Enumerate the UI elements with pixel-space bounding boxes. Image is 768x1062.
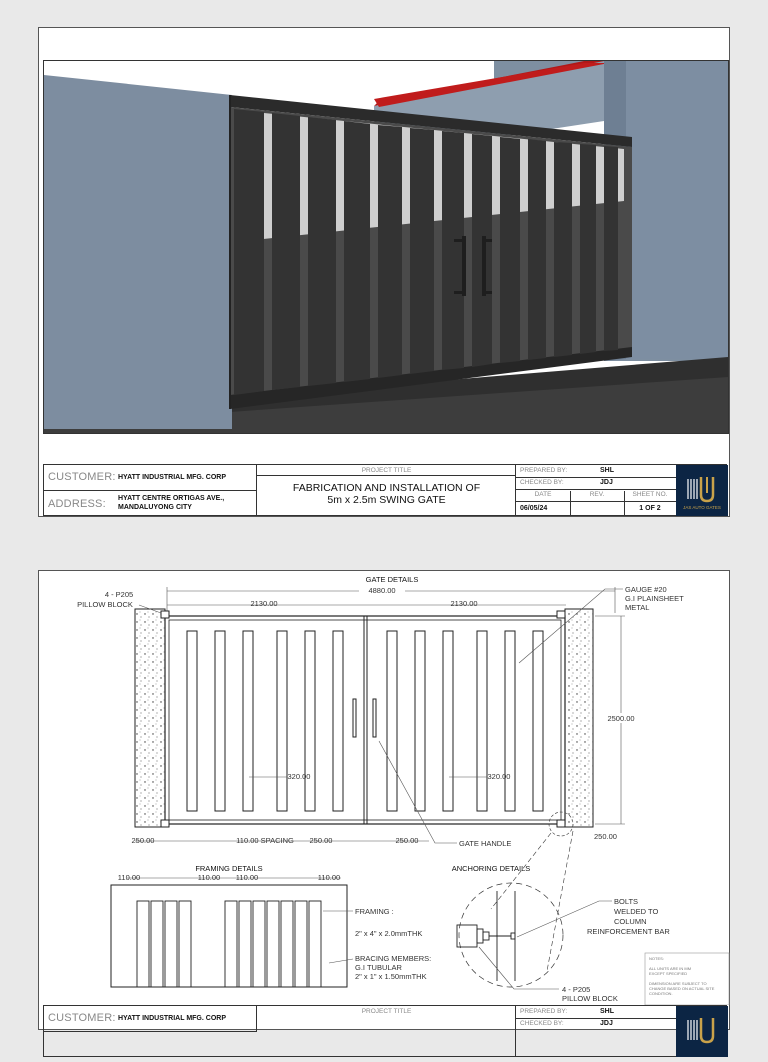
notes-title: NOTES:: [649, 956, 664, 961]
customer-label-2: CUSTOMER:: [48, 1012, 116, 1024]
bracing-line-1: BRACING MEMBERS:: [355, 954, 432, 963]
technical-drawing: [39, 571, 731, 1005]
date-value: 06/05/24: [520, 505, 548, 512]
customer-value-2: HYATT INDUSTRIAL MFG. CORP: [118, 1015, 226, 1022]
pillow-block-label-2: PILLOW BLOCK: [562, 994, 618, 1003]
spacing-320-left: 320.00: [287, 772, 311, 781]
sheet-no-value: 1 OF 2: [639, 505, 661, 512]
address-line-2: MANDALUYONG CITY: [118, 504, 192, 511]
sheet-no-label: SHEET NO.: [632, 491, 668, 498]
pillow-block-label: PILLOW BLOCK: [77, 600, 133, 609]
bracing-line-2: G.I TUBULAR: [355, 963, 402, 972]
approval-cell-2: [516, 1006, 676, 1057]
project-title-label: PROJECT TITLE: [257, 467, 516, 476]
bolts-line-1: BOLTS: [614, 897, 639, 906]
prepared-by-label: PREPARED BY:: [520, 467, 568, 474]
notes-line-2: EXCEPT SPECIFIED: [649, 971, 688, 976]
address-line-1: HYATT CENTRE ORTIGAS AVE.,: [118, 495, 225, 502]
address-cell: [44, 491, 257, 516]
framing-label: FRAMING :: [355, 907, 394, 916]
customer-cell: [44, 465, 257, 491]
gauge-line-3: METAL: [625, 603, 650, 612]
spacing-110-label: 110.00 SPACING: [236, 836, 294, 845]
notes-line-3: DIMENSION ARE SUBJECT TO: [649, 981, 707, 986]
title-block: [43, 464, 727, 516]
project-title-cell-2: [257, 1006, 516, 1057]
dim-110-b: 110.00: [197, 873, 221, 882]
company-logo-2: [676, 1006, 728, 1057]
approval-cell: [516, 465, 676, 516]
logo-mark-icon: [676, 1006, 728, 1057]
pillow-block-qty-2: 4 - P205: [562, 985, 591, 994]
dim-250-center: 250.00: [395, 836, 419, 845]
dim-250-mid: 250.00: [309, 836, 333, 845]
gate-details-title: GATE DETAILS: [365, 575, 419, 584]
prepared-by-value: SHL: [600, 467, 614, 474]
prepared-by-label-2: PREPARED BY:: [520, 1008, 568, 1015]
bracing-line-3: 2" x 1" x 1.50mmTHK: [355, 972, 427, 981]
spacing-320-right: 320.00: [487, 772, 511, 781]
checked-by-label: CHECKED BY:: [520, 479, 564, 486]
gauge-line-2: G.I PLAINSHEET: [625, 594, 684, 603]
sheet-1: [38, 27, 730, 517]
dim-250-left: 250.00: [131, 836, 155, 845]
checked-by-value-2: JDJ: [600, 1020, 613, 1027]
gate-render-image: [44, 61, 728, 433]
checked-by-label-2: CHECKED BY:: [520, 1020, 564, 1027]
project-title-line-2: 5m x 2.5m SWING GATE: [327, 494, 446, 506]
height-dim: 2500.00: [607, 714, 635, 723]
notes-line-1: ALL UNITS ARE IN MM: [649, 966, 692, 971]
customer-value: HYATT INDUSTRIAL MFG. CORP: [118, 474, 226, 481]
project-title-line-1: FABRICATION AND INSTALLATION OF: [292, 482, 481, 494]
prepared-by-value-2: SHL: [600, 1008, 614, 1015]
overall-width-dim: 4880.00: [368, 586, 396, 595]
bolts-line-2: WELDED TO: [614, 907, 659, 916]
leaf-width-left-dim: 2130.00: [250, 599, 278, 608]
customer-label: CUSTOMER:: [48, 471, 116, 483]
framing-details-title: FRAMING DETAILS: [195, 864, 263, 873]
bolts-line-3: COLUMN: [614, 917, 647, 926]
company-logo: [676, 465, 728, 516]
title-block-2: [43, 1005, 727, 1057]
project-title-cell: [257, 465, 516, 516]
address-label: ADDRESS:: [48, 498, 106, 510]
logo-text: JAS AUTO GATES: [683, 505, 721, 510]
framing-spec: 2" x 4" x 2.0mmTHK: [355, 929, 423, 938]
anchoring-details-title: ANCHORING DETAILS: [451, 864, 531, 873]
rev-label: REV.: [570, 491, 625, 501]
notes-line-4: CHANGE BASED ON ACTUAL SITE: [649, 986, 715, 991]
bolts-line-4: REINFORCEMENT BAR: [587, 927, 670, 936]
dim-110-a: 110.00: [117, 873, 141, 882]
gate-3d-render: [43, 60, 729, 434]
pillow-block-qty: 4 - P205: [104, 590, 134, 599]
project-title-label-2: PROJECT TITLE: [361, 1008, 412, 1015]
dim-110-c: 110.00: [235, 873, 259, 882]
customer-cell-2: [44, 1006, 257, 1032]
sheet-2: [38, 570, 730, 1030]
date-label: DATE: [516, 491, 571, 501]
dim-250-right: 250.00: [594, 832, 617, 841]
notes-line-5: CONDITION.: [649, 991, 673, 996]
leaf-width-right-dim: 2130.00: [450, 599, 478, 608]
checked-by-value: JDJ: [600, 479, 613, 486]
gate-handle-label: GATE HANDLE: [459, 839, 512, 848]
gauge-line-1: GAUGE #20: [625, 585, 667, 594]
dim-110-d: 110.00: [317, 873, 341, 882]
